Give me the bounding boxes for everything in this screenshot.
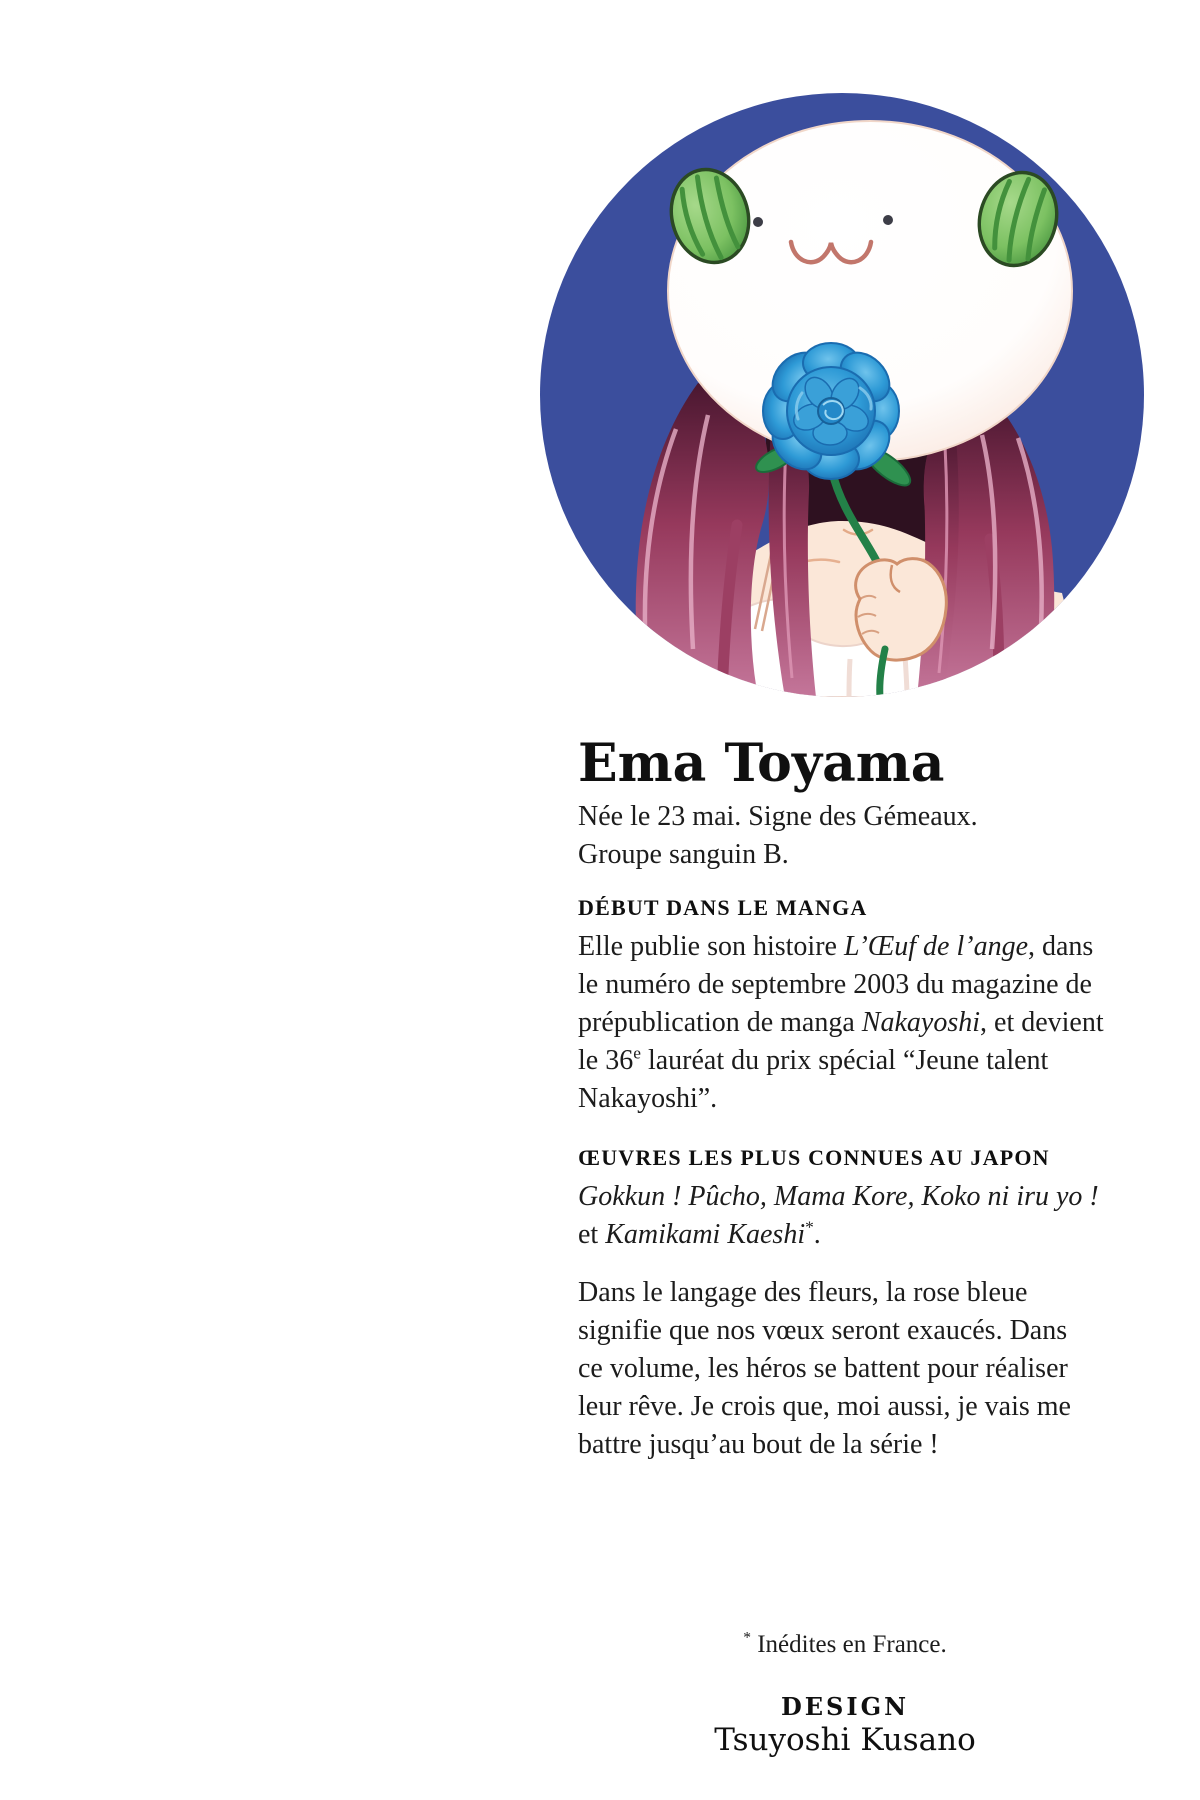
paragraph-line: leur rêve. Je crois que, moi aussi, je vais me: [578, 1391, 1071, 1422]
section-paragraph: [578, 928, 1112, 1118]
paragraph-line: Elle publie son histoire L’Œuf de l’ange, dans: [578, 931, 1094, 962]
paragraph-line: prépublication de manga Nakayoshi, et devient: [578, 1007, 1104, 1038]
paragraph-line: Nakayoshi”.: [578, 1083, 718, 1114]
blue-circle-portrait-svg: [540, 93, 1144, 697]
birth-line: Née le 23 mai. Signe des Gémeaux.: [578, 801, 978, 832]
paragraph-line: ce volume, les héros se battent pour réaliser: [578, 1353, 1068, 1384]
section-manga-debut: [578, 896, 1112, 1118]
page-footer: [545, 1630, 1145, 1758]
section-heading: DÉBUT DANS LE MANGA: [578, 895, 868, 920]
author-intro: [578, 798, 1112, 874]
author-bio: [578, 733, 1112, 1464]
design-credit-name: Tsuyoshi Kusano: [714, 1722, 976, 1758]
author-portrait-illustration: [540, 93, 1144, 697]
hand-holding-rose: [856, 559, 947, 660]
author-name: Ema Toyama: [578, 733, 945, 794]
section-author-comment: [578, 1274, 1112, 1464]
paragraph-line: Dans le langage des fleurs, la rose bleue: [578, 1277, 1028, 1308]
paragraph-line: battre jusqu’au bout de la série !: [578, 1429, 939, 1460]
section-paragraph: [578, 1274, 1112, 1464]
mascot-eye: [883, 215, 893, 225]
paragraph-line: et Kamikami Kaeshi*.: [578, 1217, 821, 1250]
section-paragraph: [578, 1178, 1112, 1254]
footnote: * Inédites en France.: [743, 1629, 947, 1658]
design-credit-label: DESIGN: [780, 1692, 910, 1721]
paragraph-line: le 36e lauréat du prix spécial “Jeune talent: [578, 1043, 1049, 1076]
paragraph-line: signifie que nos vœux seront exaucés. Dans: [578, 1315, 1068, 1346]
paragraph-line: le numéro de septembre 2003 du magazine de: [578, 969, 1092, 1000]
paragraph-line: Gokkun ! Pûcho, Mama Kore, Koko ni iru yo !: [578, 1181, 1099, 1212]
blood-type-line: Groupe sanguin B.: [578, 839, 789, 870]
section-known-works: [578, 1146, 1112, 1254]
mascot-eye: [753, 217, 763, 227]
section-heading: ŒUVRES LES PLUS CONNUES AU JAPON: [578, 1145, 1050, 1170]
